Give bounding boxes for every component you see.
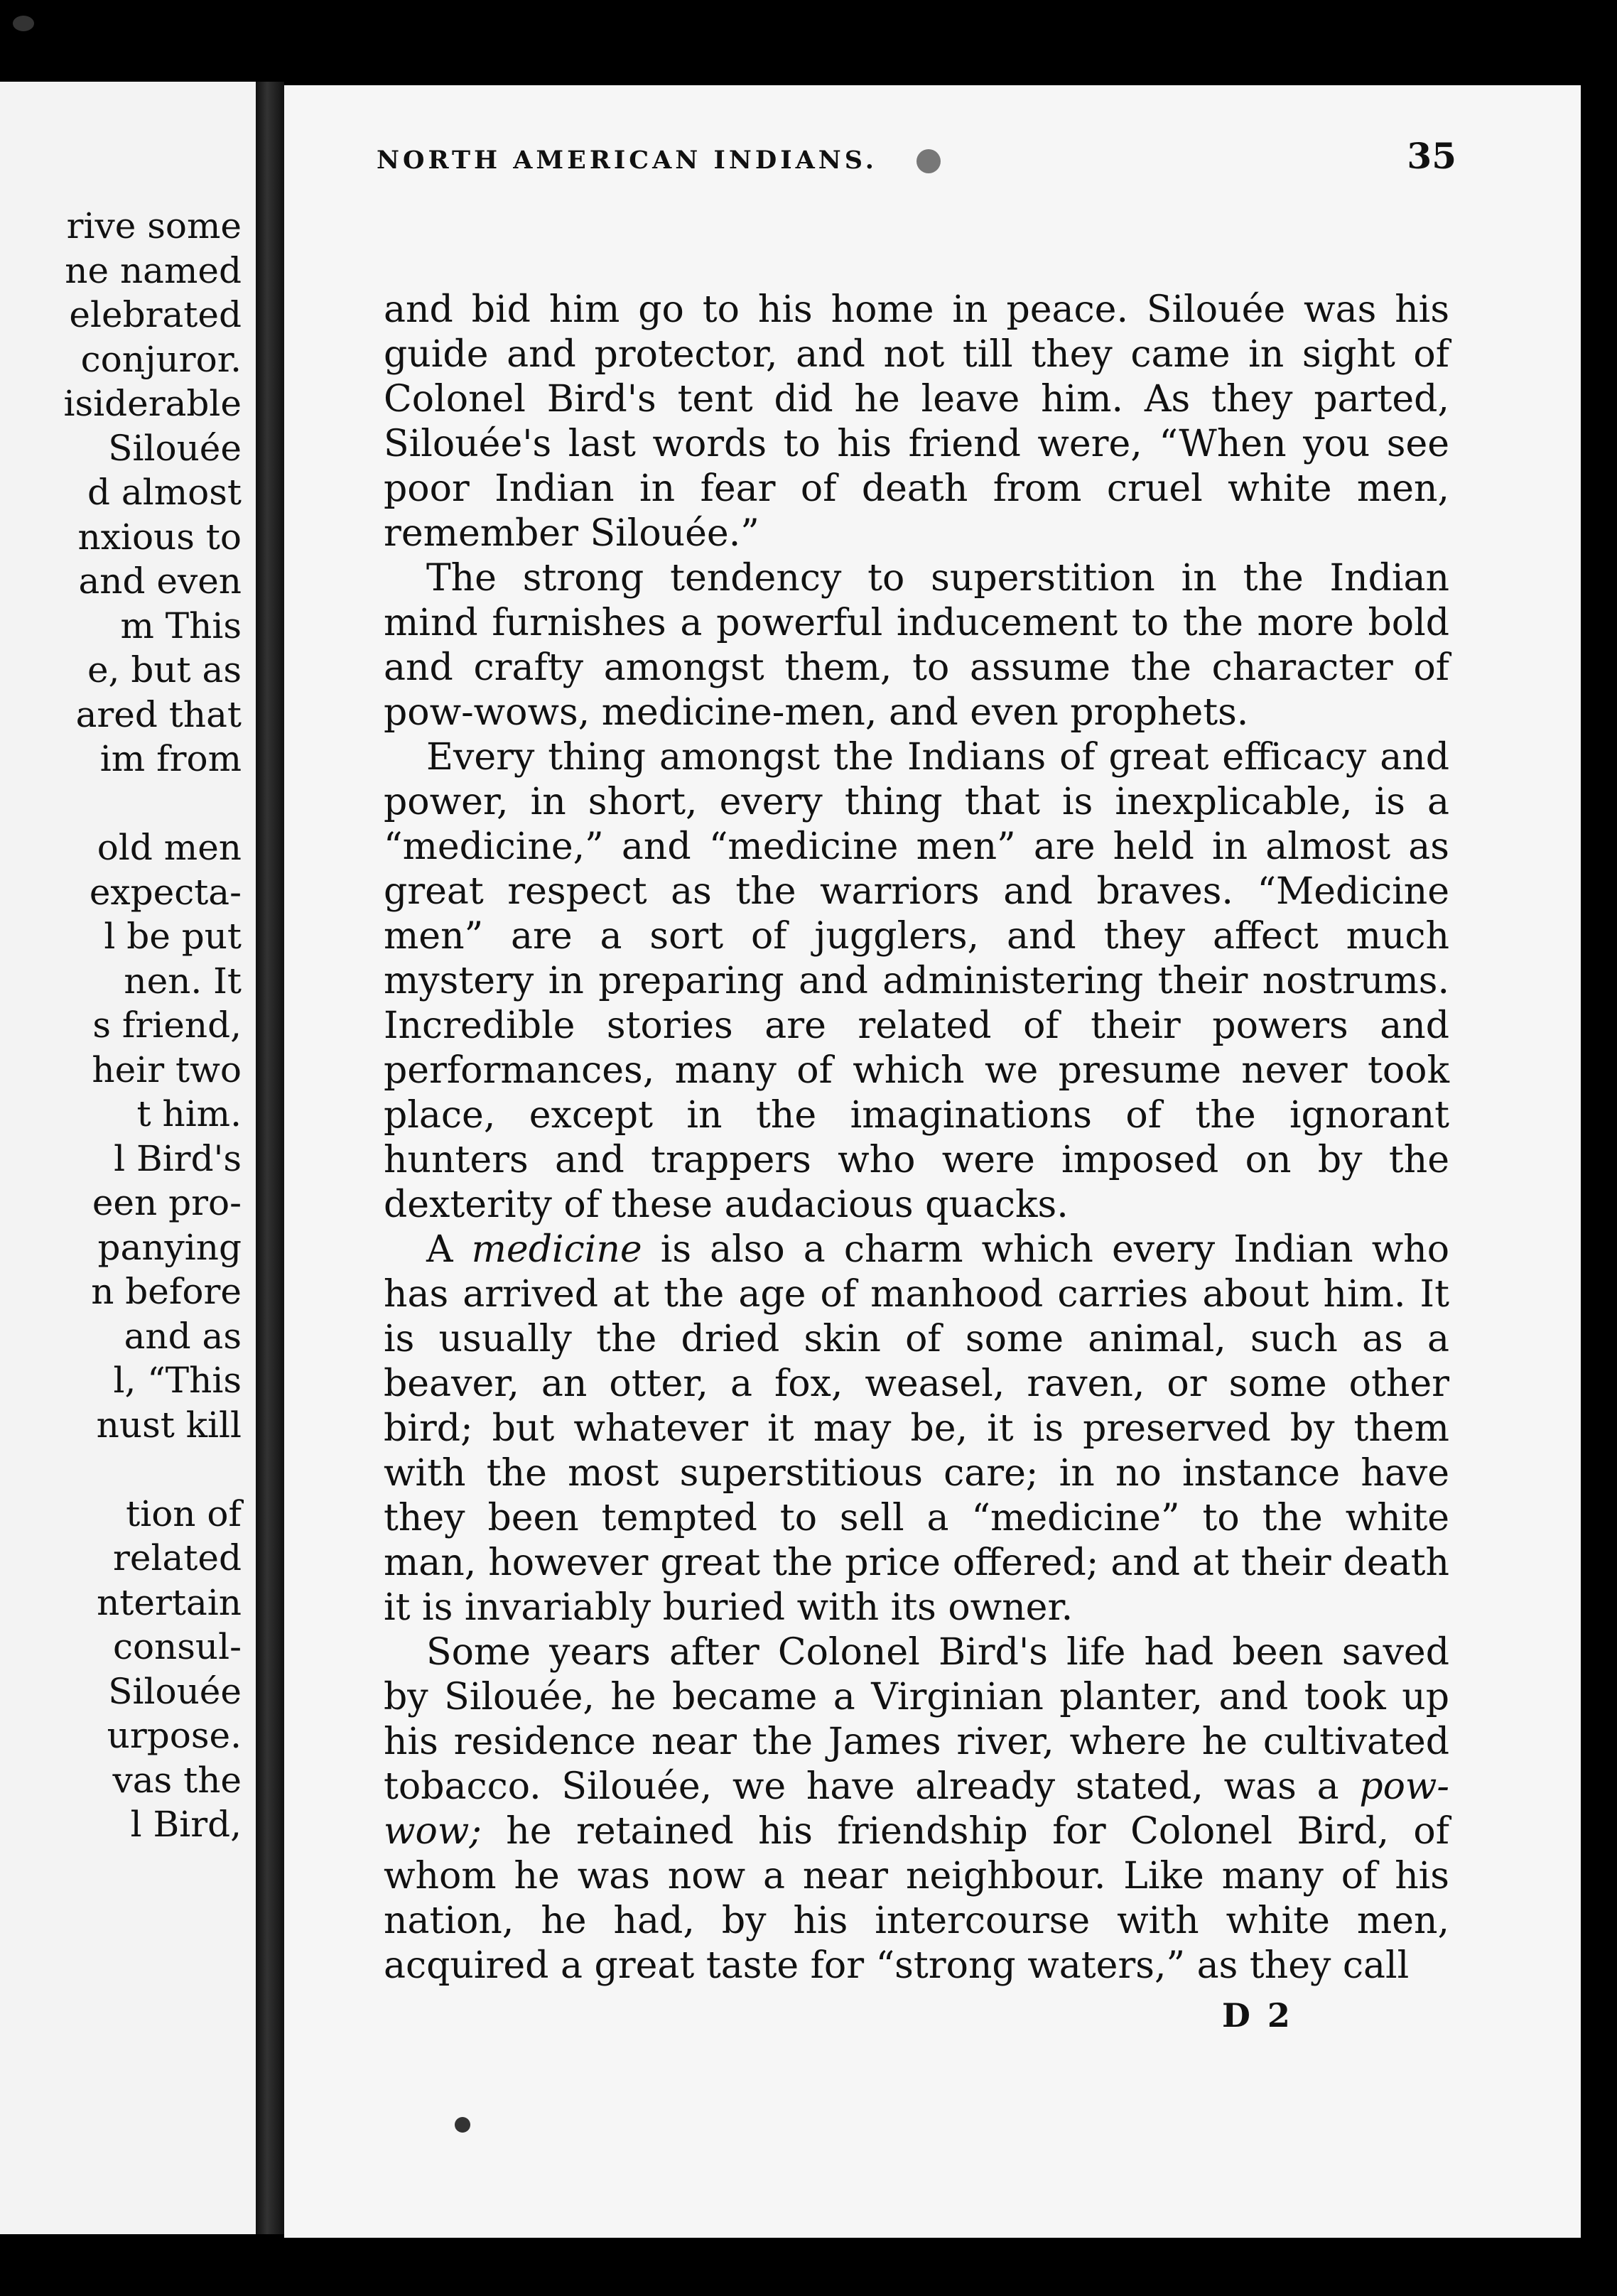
ink-speck	[13, 16, 34, 31]
italic-term: pow-wow;	[384, 1765, 1449, 1853]
left-page-line: panying	[97, 1226, 242, 1268]
ink-speck	[455, 2117, 470, 2133]
paragraph-text: Some years after Colonel Bird's life had been saved by Silouée, he became a Virginian planter, and took up his residence near the James river, where he cultivated tobacco. Silouée, we have already stated, was a	[384, 1631, 1449, 1808]
left-page-line: nust kill	[96, 1404, 242, 1446]
left-page-line: elebrated	[69, 294, 242, 335]
paragraph-text: he retained his friendship for Colonel Bird, of whom he was now a near neighbour. Like many of his nation, he had, by his intercourse with white men, acquired a great taste for “strong waters,” as they call	[384, 1810, 1449, 1987]
left-page-line: related	[113, 1537, 242, 1578]
left-page-line: ntertain	[97, 1581, 242, 1623]
left-page-line: expecta-	[89, 871, 242, 913]
left-page-line: ared that	[75, 693, 242, 735]
left-page-line: rive some	[66, 205, 242, 247]
left-page-line: Silouée	[108, 1670, 242, 1712]
running-title: NORTH AMERICAN INDIANS.	[377, 146, 877, 175]
signature-mark: D 2	[1222, 1996, 1293, 2035]
italic-term: medicine	[471, 1228, 642, 1271]
left-page-line: tion of	[126, 1493, 242, 1534]
left-page-line: nen. It	[124, 960, 242, 1002]
left-page-line: ne named	[65, 249, 242, 291]
left-page-line: and as	[124, 1315, 242, 1357]
left-page-line: urpose.	[107, 1715, 242, 1756]
left-page-line: im from	[99, 738, 242, 779]
paragraph-text: is also a charm which every Indian who has arrived at the age of manhood carries about him. It is usually the dried skin of some animal, such as a beaver, an otter, a fox, weasel, raven, or some other bird; but whatever it may be, it is preserved by them with the most superstitious care; in no instance have they been tempted to sell a “medicine” to the white man, however great the price offered; and at their death it is invariably buried with its owner.	[384, 1228, 1450, 1629]
left-page-line: een pro-	[92, 1182, 242, 1223]
paragraph	[384, 1228, 1449, 1630]
left-page-line: consul-	[112, 1626, 242, 1667]
left-page-fragment	[0, 82, 256, 2234]
book-spine	[256, 82, 284, 2234]
paragraph	[384, 1630, 1449, 1988]
paragraph: Every thing amongst the Indians of great efficacy and power, in short, every thing that is inexplicable, is a “medicine,” and “medicine men” are held in almost as great respect as the warriors and braves. “Medicine men” are a sort of jugglers, and they affect much mystery in preparing and administering their nostrums. Incredible stories are related of their powers and performances, many of which we presume never took place, except in the imaginations of the ignorant hunters and trappers who were imposed on by the dexterity of these audacious quacks.	[384, 736, 1449, 1226]
left-page-line: l be put	[104, 916, 242, 957]
left-page-line: old men	[97, 827, 242, 868]
paragraph-text: A	[426, 1228, 472, 1271]
left-page-line: and even	[78, 561, 242, 602]
left-page-line: t him.	[136, 1093, 242, 1135]
body-text	[384, 288, 1449, 1988]
left-page-line: l, “This	[113, 1360, 242, 1401]
paragraph: and bid him go to his home in peace. Silouée was his guide and protector, and not till they came in sight of Colonel Bird's tent did he leave him. As they parted, Silouée's last words to his friend were, “When you see poor Indian in fear of death from cruel white men, remember Silouée.”	[384, 288, 1449, 555]
left-page-line: d almost	[87, 472, 242, 513]
paragraph: The strong tendency to superstition in the Indian mind furnishes a powerful inducement to the more bold and crafty amongst them, to assume the character of pow-wows, medicine-men, and even prophets.	[384, 557, 1449, 734]
left-page-line: n before	[91, 1271, 242, 1312]
left-page-line: isiderable	[63, 383, 242, 424]
running-head	[377, 135, 1456, 177]
left-page-line: nxious to	[77, 516, 242, 558]
left-page-line: s friend,	[92, 1004, 242, 1046]
page-number: 35	[1407, 135, 1456, 177]
left-page-line: e, but as	[87, 649, 242, 691]
left-page-line: m This	[120, 605, 242, 646]
left-page-line: heir two	[92, 1049, 242, 1090]
left-page-line: l Bird,	[130, 1804, 242, 1845]
left-page-line: l Bird's	[114, 1137, 242, 1179]
left-page-line: Silouée	[108, 427, 242, 469]
left-page-line: vas the	[112, 1759, 242, 1801]
left-page-line: conjuror.	[80, 338, 242, 380]
